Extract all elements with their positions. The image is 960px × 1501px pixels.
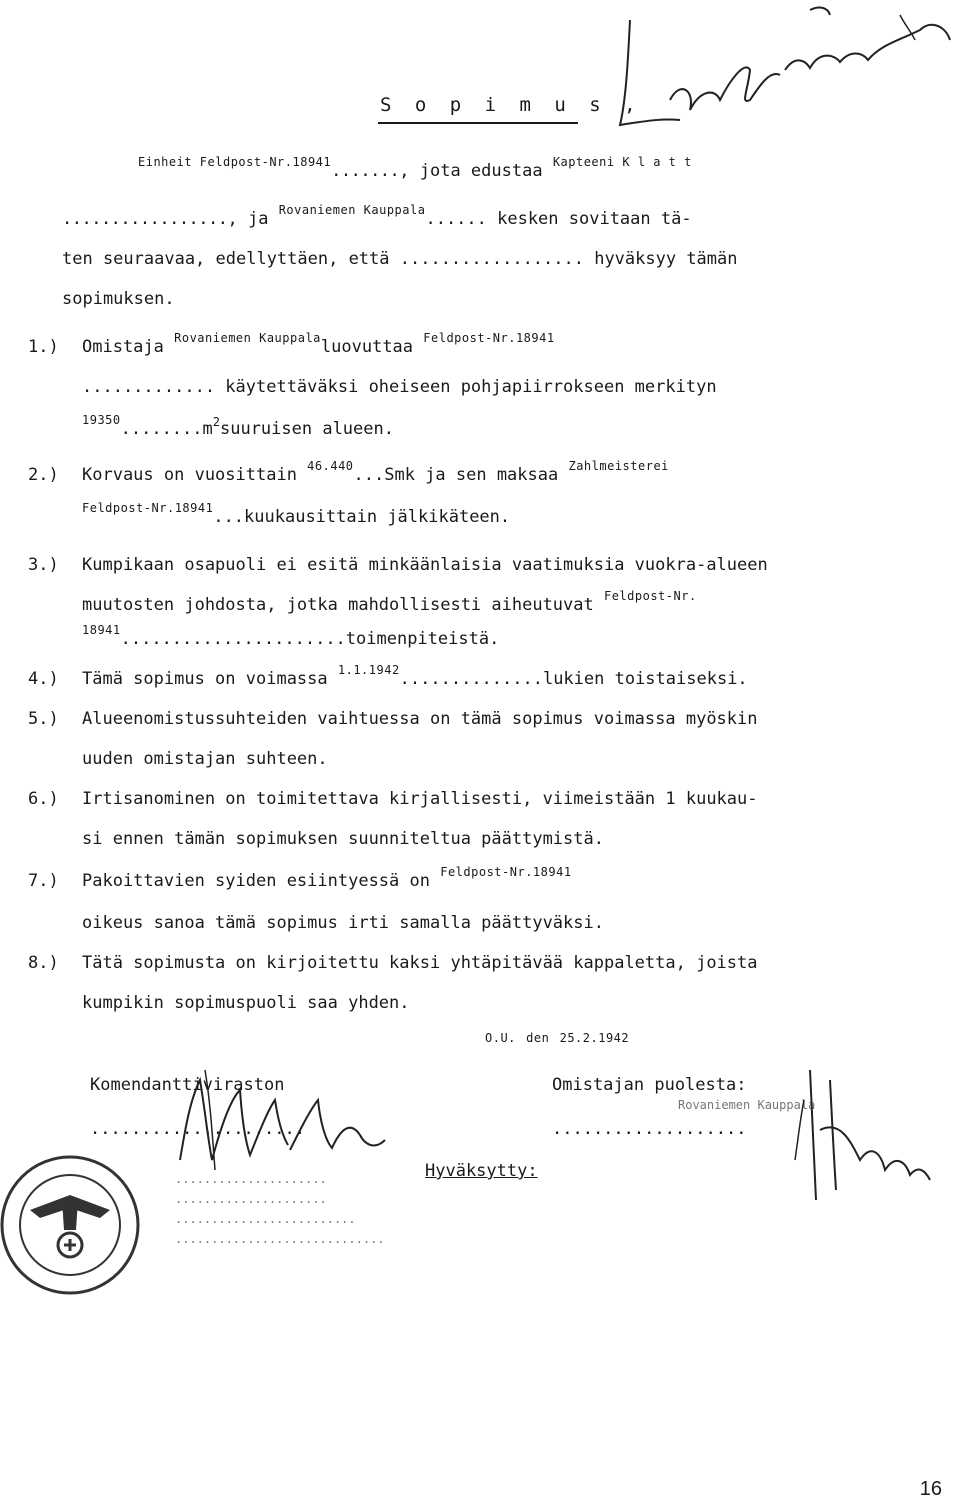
right-signature-label: Omistajan puolesta:: [552, 1075, 747, 1095]
approved-label: Hyväksytty:: [425, 1161, 538, 1181]
party-fill: Rovaniemen Kauppala: [278, 203, 426, 217]
item-8-number: 8.): [28, 953, 59, 973]
official-seal-stamp: [0, 1150, 150, 1300]
stamp-text-line: .....................: [175, 1192, 327, 1206]
item-7-number: 7.): [28, 871, 59, 891]
place-date: $^{O.U.}$ $^{den}$ $^{25.2.1942}$: [485, 1031, 630, 1045]
left-signature-label: Komendanttiviraston: [90, 1075, 285, 1095]
stamp-text-line: .............................: [175, 1232, 385, 1246]
item-8-line-2: kumpikin sopimuspuoli saa yhden.: [82, 993, 410, 1013]
item-6-number: 6.): [28, 789, 59, 809]
item-5-line-2: uuden omistajan suhteen.: [82, 749, 328, 769]
handwritten-note: [600, 0, 960, 140]
document-title: S o p i m u s ,: [380, 94, 642, 116]
left-signature-dots: .....................: [90, 1119, 305, 1139]
representative-fill: Kapteeni K l a t t: [552, 155, 692, 169]
page-number: 16: [919, 1478, 942, 1500]
unit-fill: Einheit Feldpost-Nr.18941: [138, 155, 332, 169]
item-6-line-2: si ennen tämän sopimuksen suunniteltua päättymistä.: [82, 829, 604, 849]
left-handwritten-signature: [160, 1060, 400, 1180]
item-5-number: 5.): [28, 709, 59, 729]
item-1-number: 1.): [28, 337, 59, 357]
item-3-line-2: muutosten johdosta, jotka mahdollisesti aiheutuvat $^{Feldpost-Nr.}$: [82, 589, 697, 615]
item-5-line-1: Alueenomistussuhteiden vaihtuessa on tämä sopimus voimassa myöskin: [82, 709, 758, 729]
item-6-line-1: Irtisanominen on toimitettava kirjallisesti, viimeistään 1 kuukau-: [82, 789, 758, 809]
item-1-line-2: ............. käytettäväksi oheiseen pohjapiirrokseen merkityn: [82, 377, 717, 397]
right-signature-dots: ...................: [552, 1119, 747, 1139]
item-3-line-1: Kumpikaan osapuoli ei esitä minkäänlaisia vaatimuksia vuokra-alueen: [82, 555, 768, 575]
item-7-line-2: oikeus sanoa tämä sopimus irti samalla päättyväksi.: [82, 913, 604, 933]
item-1-line-3: $^{19350}........m^2suuruisen$ alueen.: [82, 413, 394, 439]
item-3-line-3: $^{18941}$......................toimenpiteistä.: [82, 623, 500, 649]
item-8-line-1: Tätä sopimusta on kirjoitettu kaksi yhtäpitävää kappaletta, joista: [82, 953, 758, 973]
item-4-line-1: Tämä sopimus on voimassa $^{1.1.1942}$..............lukien toistaiseksi.: [82, 663, 748, 689]
right-handwritten-signature: [790, 1060, 940, 1210]
stamp-text-line: .....................: [175, 1172, 327, 1186]
intro-line-3: ten seuraavaa, edellyttäen, että .................. hyväksyy tämän: [62, 249, 738, 269]
intro-line-2: ................., ja $^{Rovaniemen Kauppala}$...... kesken sovitaan tä-: [62, 203, 692, 229]
item-2-line-1: Korvaus on vuosittain $^{46.440}$...Smk ja sen maksaa $^{Zahlmeisterei}$: [82, 459, 669, 485]
item-4-number: 4.): [28, 669, 59, 689]
intro-line-1: $^{Einheit Feldpost-Nr.18941}$......., jota edustaa $^{Kapteeni K l a t t}$: [138, 155, 692, 181]
right-stamp-text: Rovaniemen Kauppala: [678, 1098, 816, 1112]
item-1-line-1: Omistaja $^{Rovaniemen Kauppala}$luovuttaa $^{Feldpost-Nr.18941}$: [82, 331, 555, 357]
item-7-line-1: Pakoittavien syiden esiintyessä on $^{Feldpost-Nr.18941}$: [82, 865, 572, 891]
title-underline: [378, 122, 578, 124]
item-3-number: 3.): [28, 555, 59, 575]
item-2-line-2: $^{Feldpost-Nr.18941}$...kuukausittain jälkikäteen.: [82, 501, 511, 527]
item-2-number: 2.): [28, 465, 59, 485]
intro-line-4: sopimuksen.: [62, 289, 175, 309]
stamp-text-line: .........................: [175, 1212, 356, 1226]
